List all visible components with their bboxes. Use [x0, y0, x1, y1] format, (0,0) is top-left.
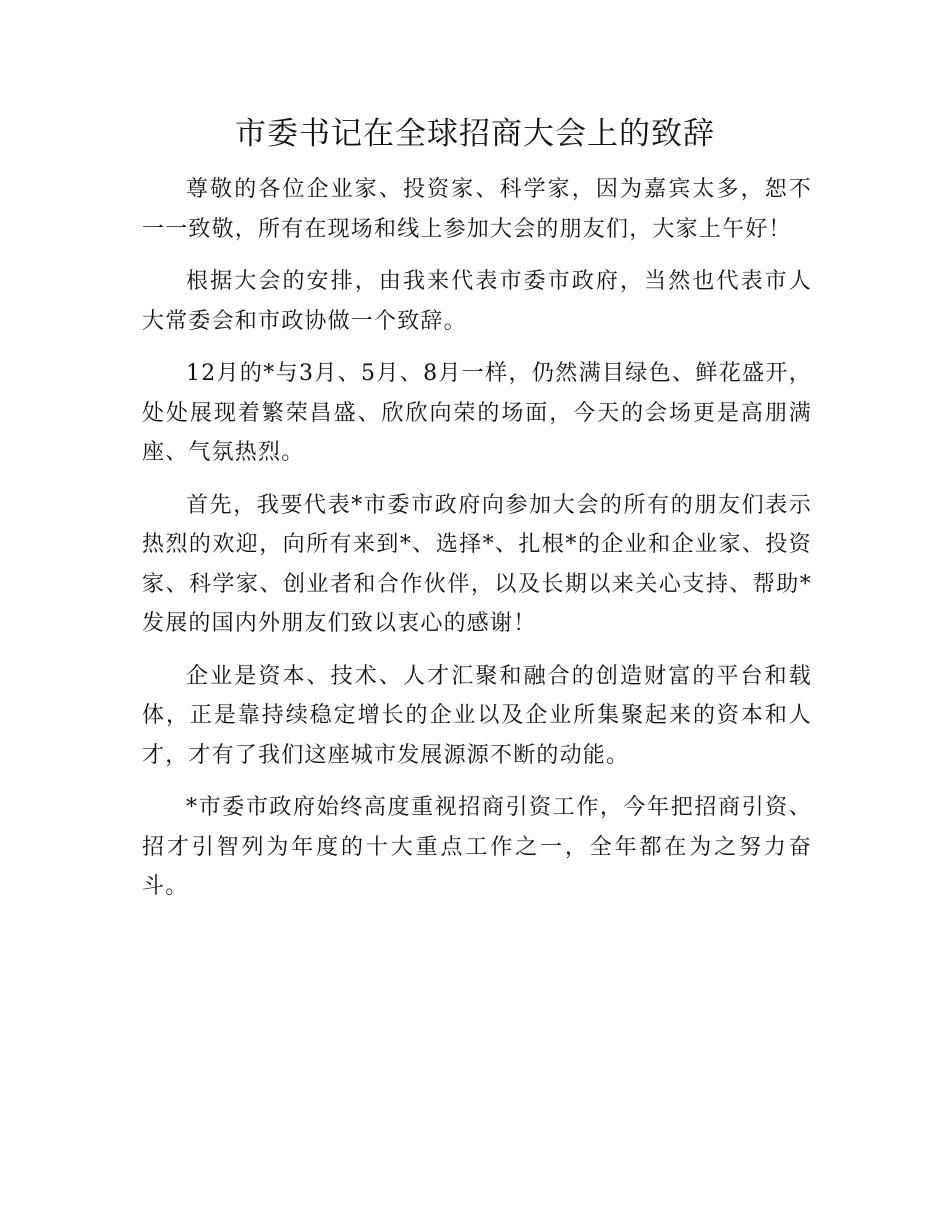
- document-body: [142, 170, 812, 920]
- document-title: 市委书记在全球招商大会上的致辞: [235, 116, 715, 152]
- paragraph-representation: 根据大会的安排，由我来代表市委市政府，当然也代表市人大常委会和市政协做一个致辞。: [142, 269, 812, 334]
- paragraph-welcome-thanks: 首先，我要代表*市委市政府向参加大会的所有的朋友们表示热烈的欢迎，向所有来到*、选择*、扎根*的企业和企业家、投资家、科学家、创业者和合作伙伴，以及长期以来关心支持、帮助*发展的国内外朋友们致以衷心的感谢！: [142, 492, 812, 636]
- paragraph-season: 12月的*与3月、5月、8月一样，仍然满目绿色、鲜花盛开，处处展现着繁荣昌盛、欣欣向荣的场面，今天的会场更是高朋满座、气氛热烈。: [142, 361, 812, 465]
- paragraph-enterprise: 企业是资本、技术、人才汇聚和融合的创造财富的平台和载体，正是靠持续稳定增长的企业以及企业所集聚起来的资本和人才，才有了我们这座城市发展源源不断的动能。: [142, 663, 812, 768]
- paragraph-investment-work: *市委市政府始终高度重视招商引资工作，今年把招商引资、招才引智列为年度的十大重点工作之一，全年都在为之努力奋斗。: [142, 795, 812, 899]
- paragraph-greeting: 尊敬的各位企业家、投资家、科学家，因为嘉宾太多，恕不一一致敬，所有在现场和线上参加大会的朋友们，大家上午好！: [142, 177, 812, 242]
